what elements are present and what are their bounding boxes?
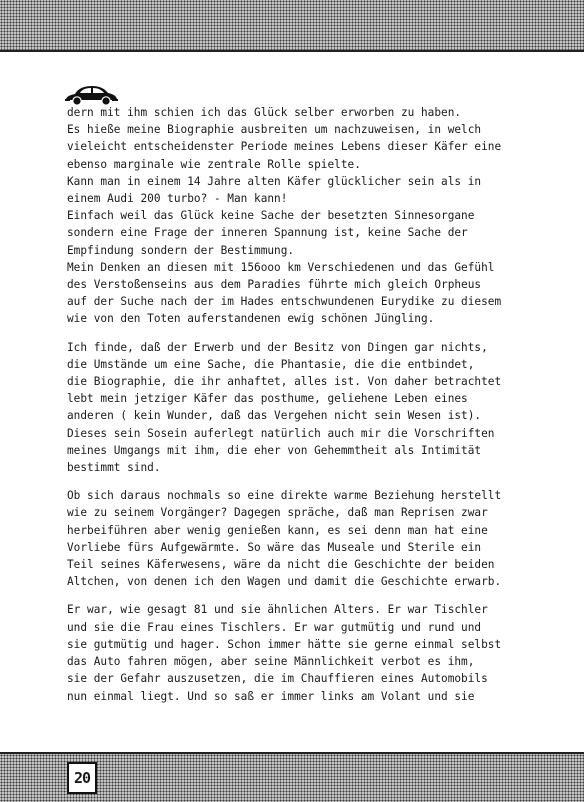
- text-line: sondern eine Frage der inneren Spannung ist, keine Sache der: [67, 226, 468, 240]
- text-line: Einfach weil das Glück keine Sache der besetzten Sinnesorgane: [67, 209, 475, 223]
- page-number: 20: [67, 762, 97, 794]
- text-line: das Auto fahren mögen, aber seine Männlichkeit verbot es ihm,: [67, 655, 475, 669]
- text-line: und sie die Frau eines Tischlers. Er war gutmütig und rund und: [67, 620, 482, 634]
- text-line: Ich finde, daß der Erwerb und der Besitz von Dingen gar nichts,: [67, 340, 488, 354]
- paragraph-4: [67, 601, 547, 704]
- text-line: Dieses sein Sosein auferlegt natürlich auch mir die Vorschriften: [67, 426, 495, 440]
- paragraph-3: [67, 487, 547, 590]
- text-line: Es hieße meine Biographie ausbreiten um nachzuweisen, in welch: [67, 123, 482, 137]
- text-line: Kann man in einem 14 Jahre alten Käfer glücklicher sein als in: [67, 174, 482, 188]
- text-line: nun einmal liegt. Und so saß er immer links am Volant und sie: [67, 689, 475, 703]
- text-line: Teil seines Käferwesens, wäre da nicht die Geschichte der beiden: [67, 558, 495, 572]
- text-line: auf der Suche nach der im Hades entschwundenen Eurydike zu diesem: [67, 295, 502, 309]
- text-line: wie von den Toten auferstandenen ewig schönen Jüngling.: [67, 312, 435, 326]
- text-line: die Umstände um eine Sache, die Phantasie, die die entbindet,: [67, 357, 475, 371]
- paragraph-1: [67, 104, 547, 328]
- text-line: vieleicht entscheidenster Periode meines Lebens dieser Käfer eine: [67, 140, 502, 154]
- text-line: Er war, wie gesagt 81 und sie ähnlichen Alters. Er war Tischler: [67, 603, 488, 617]
- text-line: Mein Denken an diesen mit 156ooo km Verschiedenen und das Gefühl: [67, 260, 495, 274]
- paragraph-2: [67, 339, 547, 477]
- text-line: dern mit ihm schien ich das Glück selber erworben zu haben.: [67, 106, 462, 119]
- text-line: Vorliebe fürs Aufgewärmte. So wäre das Museale und Sterile ein: [67, 540, 482, 554]
- top-halftone-band: [0, 0, 584, 52]
- text-line: herbeiführen aber wenig genießen kann, es sei denn man hat eine: [67, 523, 488, 537]
- text-line: bestimmt sind.: [67, 461, 161, 475]
- text-line: Ob sich daraus nochmals so eine direkte warme Beziehung herstellt: [67, 489, 502, 503]
- vw-beetle-car-icon: [63, 84, 119, 106]
- text-line: meines Umgangs mit ihm, die eher von Gehemmtheit als Intimität: [67, 443, 482, 457]
- text-line: einem Audi 200 turbo? - Man kann!: [67, 192, 288, 206]
- text-line: lebt mein jetziger Käfer das posthume, geliehene Leben eines: [67, 392, 468, 406]
- text-line: die Biographie, die ihr anhaftet, alles ist. Von daher betrachtet: [67, 375, 502, 389]
- text-line: wie zu seinem Vorgänger? Dagegen spräche, daß man Reprisen zwar: [67, 506, 488, 520]
- text-line: des Verstoßenseins aus dem Paradies führte mich gleich Orpheus: [67, 278, 482, 292]
- text-line: sie der Gefahr auszusetzen, die im Chauffieren eines Automobils: [67, 672, 488, 686]
- text-line: Altchen, von denen ich den Wagen und damit die Geschichte erwarb.: [67, 575, 502, 589]
- text-line: Empfindung sondern der Bestimmung.: [67, 243, 295, 257]
- text-line: sie gutmütig und hager. Schon immer hätte sie gerne einmal selbst: [67, 637, 502, 651]
- text-line: ebenso marginale wie zentrale Rolle spielte.: [67, 157, 361, 171]
- body-text: [67, 104, 547, 716]
- text-line: anderen ( kein Wunder, daß das Vergehen nicht sein Wesen ist).: [67, 409, 482, 423]
